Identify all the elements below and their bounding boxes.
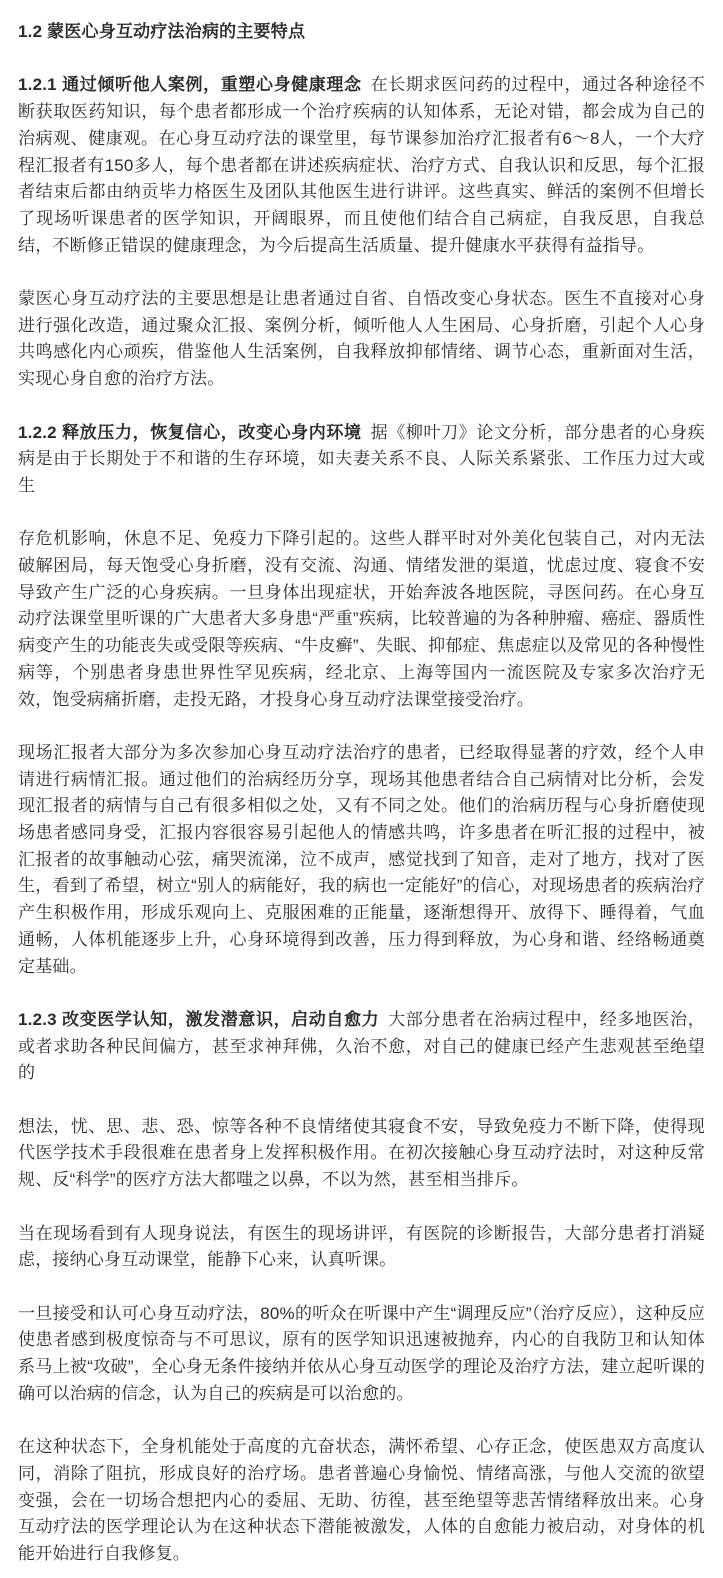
paragraph-text: 当在现场看到有人现身说法，有医生的现场讲评，有医院的诊断报告，大部分患者打消疑虑，接纳心身互动课堂，能静下心来，认真听课。 [18, 1223, 705, 1270]
paragraph-text: 蒙医心身互动疗法的主要思想是让患者通过自省、自悟改变心身状态。医生不直接对心身进行强化改造，通过聚众汇报、案例分析，倾听他人人生困局、心身折磨，引起个人心身共鸣感化内心顽疾，借鉴他人生活案例，自我释放抑郁情绪、调节心态，重新面对生活，实现心身自愈的治疗方法。 [18, 289, 705, 389]
paragraph-1-2-1 [18, 72, 705, 259]
subsection-title-1-2-1: 1.2.1 通过倾听他人案例，重塑心身健康理念 [18, 75, 362, 95]
paragraph-self-healing [18, 1434, 705, 1568]
paragraph-text: 在这种状态下，全身机能处于高度的亢奋状态，满怀希望、心存正念，使医患双方高度认同，消除了阻抗，形成良好的治疗场。患者普遍心身愉悦、情绪高涨，与他人交流的欲望变强，会在一切场合想把内心的委屈、无助、彷徨，甚至绝望等悲苦情绪释放出来。心身互动疗法的医学理论认为在这种状态下潜能被激发，人体的自愈能力被启动，对身体的机能开始进行自我修复。 [18, 1437, 705, 1563]
paragraph-text: 现场汇报者大部分为多次参加心身互动疗法治疗的患者，已经取得显著的疗效，经个人申请进行病情汇报。通过他们的治病经历分享，现场其他患者结合自己病情对比分析，会发现汇报者的病情与自己有很多相似之处，又有不同之处。他们的治病历程与心身折磨使现场患者感同身受，汇报内容很容易引起他人的情感共鸣，许多患者在听汇报的过程中，被汇报者的故事触动心弦，痛哭流涕，泣不成声，感觉找到了知音，走对了地方，找对了医生，看到了希望，树立“别人的病能好，我的病也一定能好”的信心，对现场患者的疾病治疗产生积极作用，形成乐观向上、克服困难的正能量，逐渐想得开、放得下、睡得着，气血通畅，人体机能逐步上升，心身环境得到改善，压力得到释放，为心身和谐、经络畅通奠定基础。 [18, 742, 705, 976]
paragraph-adjustment-reaction [18, 1301, 705, 1408]
paragraph-main-idea [18, 286, 705, 393]
paragraph-text: 一旦接受和认可心身互动疗法，80%的听众在听课中产生“调理反应”（治疗反应），这种反应使患者感到极度惊奇与不可思议，原有的医学知识迅速被抛弃，内心的自我防卫和认知体系马上被“攻破”，全心身无条件接纳并依从心身互动医学的理论及治疗方法，建立起听课的确可以治病的信念，认为自己的疾病是可以治愈的。 [18, 1303, 705, 1403]
paragraph-text: 在长期求医问药的过程中，通过各种途径不断获取医药知识，每个患者都形成一个治疗疾病的认知体系，无论对错，都会成为自己的治病观、健康观。在心身互动疗法的课堂里，每节课参加治疗汇报者有6～8人，一个大疗程汇报者有150多人，每个患者都在讲述疾病症状、治疗方式、自我认识和反思，每个汇报者结束后都由纳贡毕力格医生及团队其他医生进行讲评。这些真实、鲜活的案例不但增长了现场听课患者的医学知识，开阔眼界，而且使他们结合自己病症，自我反思，自我总结，不断修正错误的健康理念，为今后提高生活质量、提升健康水平获得有益指导。 [18, 75, 705, 255]
paragraph-1-2-2 [18, 420, 705, 500]
paragraph-text: 据《柳叶刀》论文分析，部分患者的心身疾病是由于长期处于不和谐的生存环境，如夫妻关系不良、人际关系紧张、工作压力过大或生 [18, 422, 705, 495]
subsection-title-1-2-2: 1.2.2 释放压力，恢复信心，改变心身内环境 [18, 422, 362, 442]
paragraph-negative-emotions [18, 1114, 705, 1194]
paragraph-1-2-3 [18, 1007, 705, 1087]
subsection-title-1-2-3: 1.2.3 改变医学认知，激发潜意识，启动自愈力 [18, 1009, 380, 1029]
paragraph-text: 想法，忧、思、悲、恐、惊等各种不良情绪使其寝食不安，导致免疫力不断下降，使得现代医学技术手段很难在患者身上发挥积极作用。在初次接触心身互动疗法时，对这种反常规、反“科学”的医疗方法大都嗤之以鼻，不以为然，甚至相当排斥。 [18, 1116, 705, 1190]
section-heading: 1.2 蒙医心身互动疗法治病的主要特点 [18, 22, 306, 41]
paragraph-reporters [18, 740, 705, 980]
paragraph-onsite-testimony [18, 1221, 705, 1274]
paragraph-survival-crisis [18, 526, 705, 713]
paragraph-text: 大部分患者在治病过程中，经多地医治，或者求助各种民间偏方，甚至求神拜佛，久治不愈，对自己的健康已经产生悲观甚至绝望的 [18, 1009, 705, 1083]
paragraph-text: 存危机影响，休息不足、免疫力下降引起的。这些人群平时对外美化包装自己，对内无法破解困局，每天饱受心身折磨，没有交流、沟通、情绪发泄的渠道，忧虑过度、寝食不安导致产生广泛的心身疾病。一旦身体出现症状，开始奔波各地医院，寻医问药。在心身互动疗法课堂里听课的广大患者大多身患“严重”疾病，比较普遍的为各种肿瘤、癌症、器质性病变产生的功能丧失或受限等疾病、“牛皮癣”、失眠、抑郁症、焦虑症以及常见的各种慢性病等，个别患者身患世界性罕见疾病，经北京、上海等国内一流医院及专家多次治疗无效，饱受病痛折磨，走投无路，才投身心身互动疗法课堂接受治疗。 [18, 529, 705, 709]
